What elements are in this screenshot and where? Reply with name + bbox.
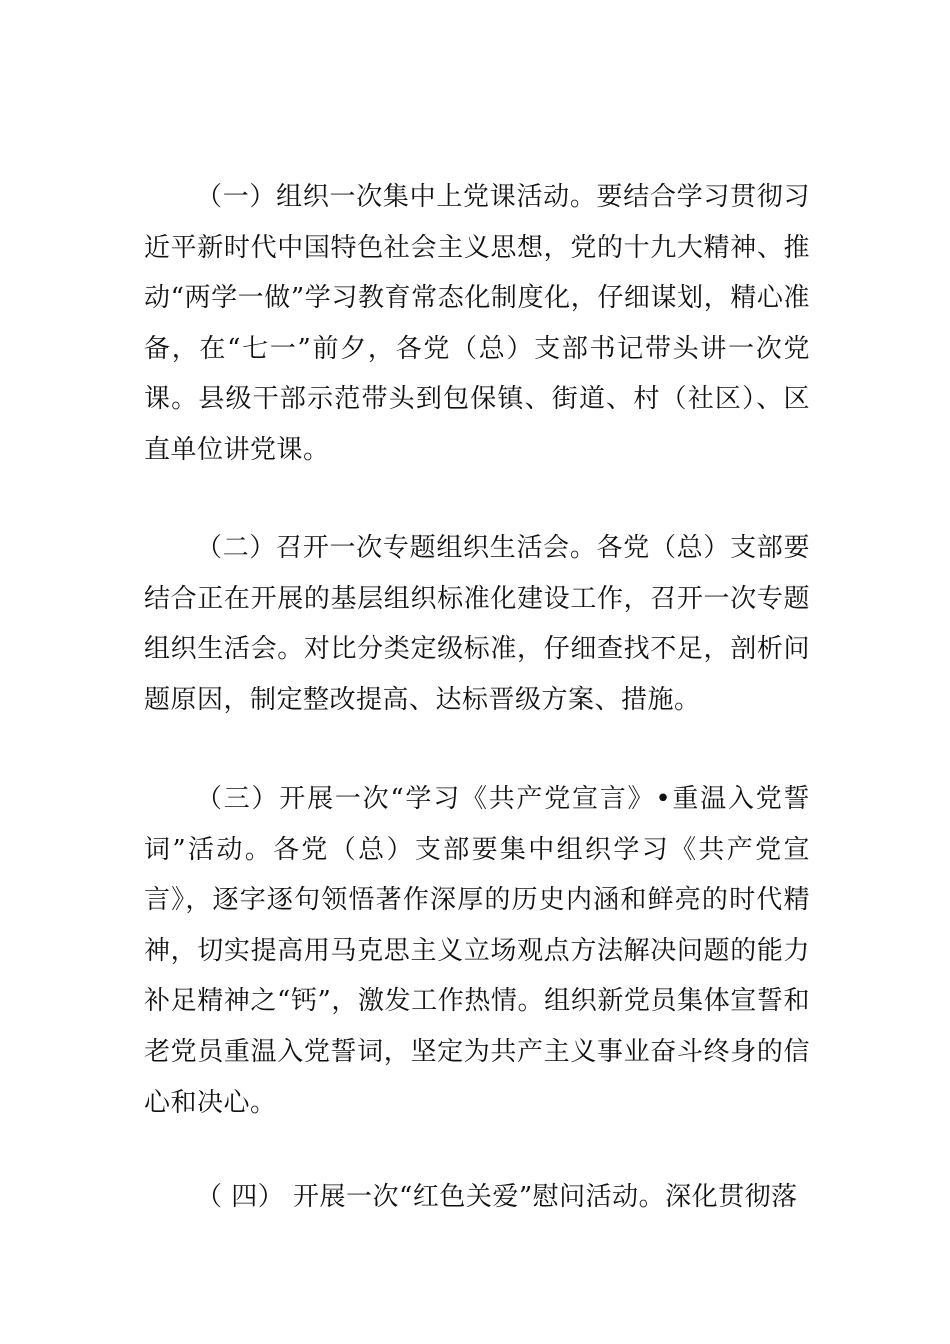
paragraph-3: [144, 774, 810, 1128]
paragraph-2: [144, 523, 810, 725]
paragraph-1: [144, 172, 810, 476]
paragraph-1-text: （一）组织一次集中上党课活动。要结合学习贯彻习近平新时代中国特色社会主义思想，党的十九大精神、推动“两学一做”学习教育常态化制度化，仔细谋划，精心准备，在“七一”前夕，各党（总）支部书记带头讲一次党课。县级干部示范带头到包保镇、街道、村（社区）、区直单位讲党课。: [144, 182, 810, 465]
paragraph-4-text: （ 四） 开展一次“红色关爱”慰问活动。深化贯彻落: [196, 1182, 798, 1212]
paragraph-4: [144, 1172, 810, 1223]
paragraph-2-text: （二）召开一次专题组织生活会。各党（总）支部要结合正在开展的基层组织标准化建设工作，召开一次专题组织生活会。对比分类定级标准，仔细查找不足，剖析问题原因，制定整改提高、达标晋级方案、措施。: [144, 533, 810, 715]
paragraph-3-text: （三）开展一次“学习《共产党宣言》•重温入党誓词”活动。各党（总）支部要集中组织学习《共产党宣言》，逐字逐句领悟著作深厚的历史内涵和鲜亮的时代精神，切实提高用马克思主义立场观点方法解决问题的能力补足精神之“钙”，激发工作热情。组织新党员集体宣誓和老党员重温入党誓词，坚定为共产主义事业奋斗终身的信心和决心。: [144, 784, 810, 1118]
